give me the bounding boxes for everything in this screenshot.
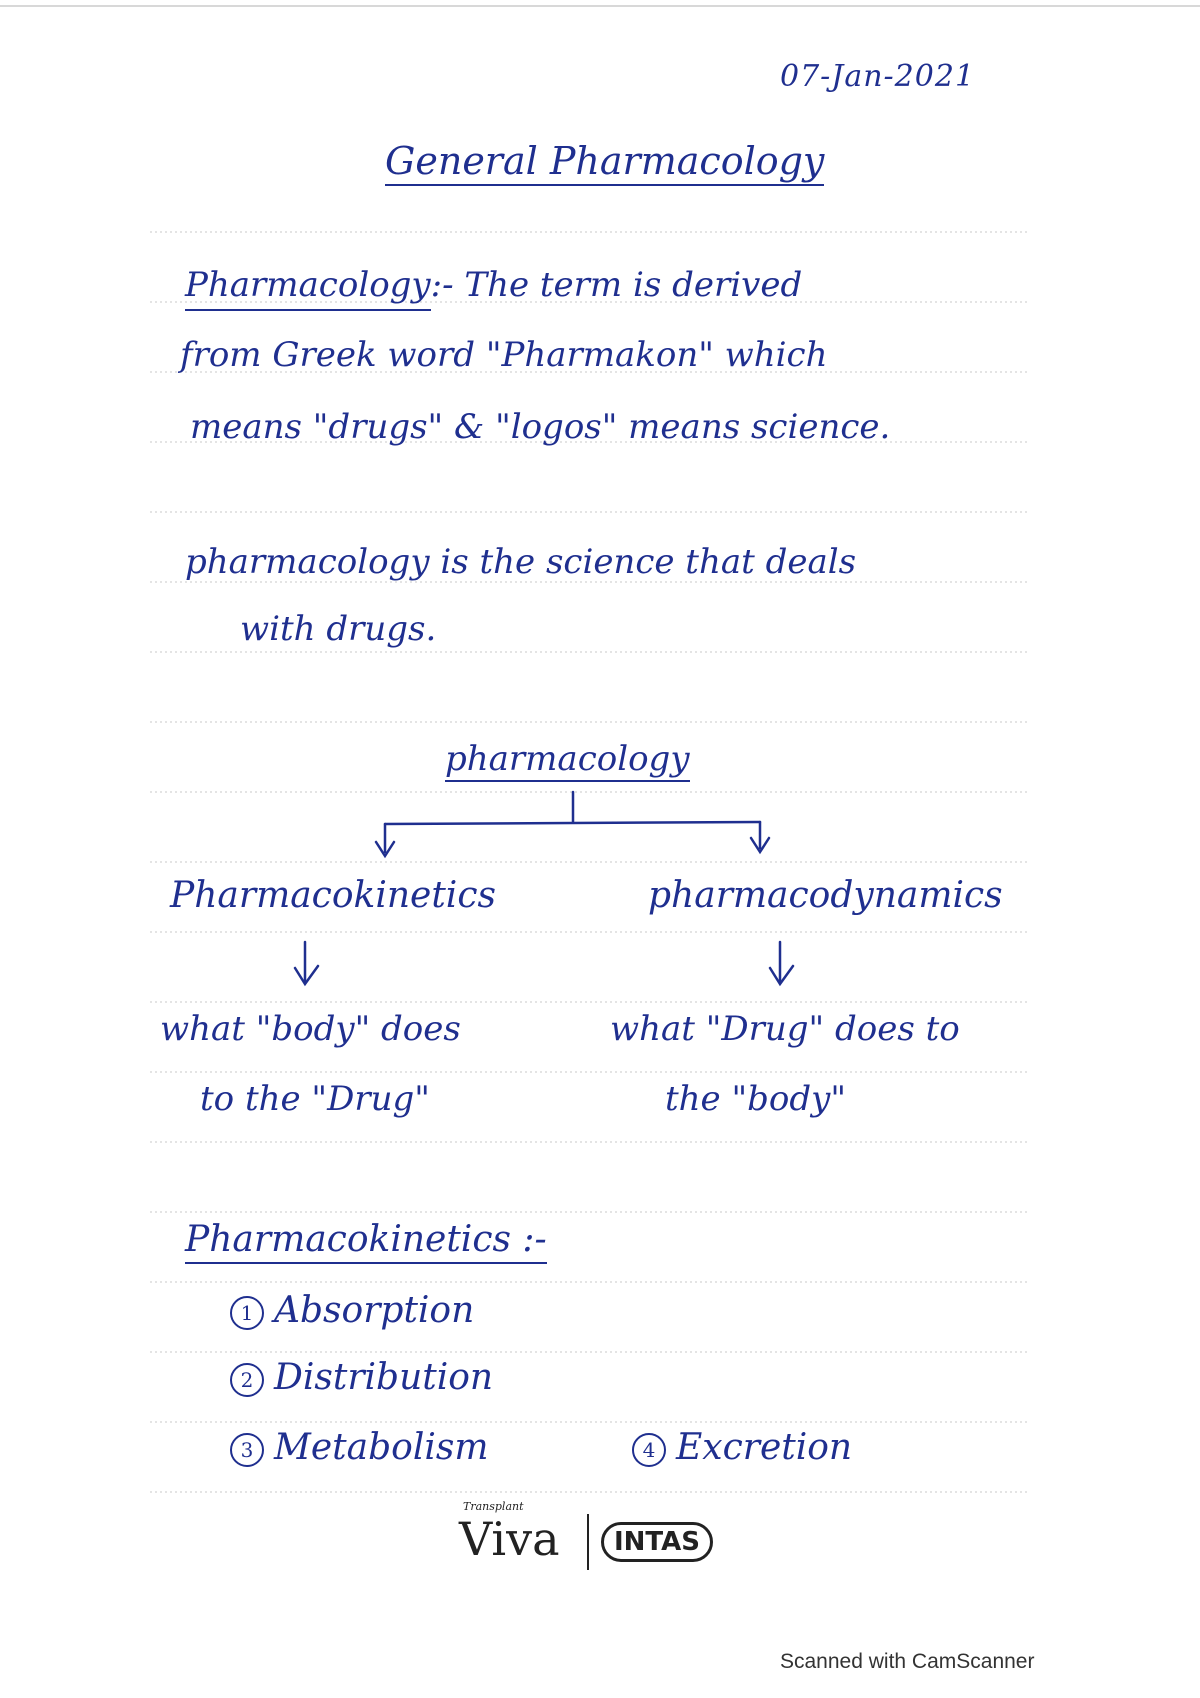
diagram-left-desc-line-1: what "body" does [160,1009,461,1049]
definition-line-3: means "drugs" & "logos" means science. [190,407,891,447]
scanner-watermark: Scanned with CamScanner [780,1650,1035,1673]
logo-divider [587,1514,589,1570]
logo-tagline: Transplant [463,1500,524,1513]
list-item [230,1427,489,1468]
list-item-label: Metabolism [274,1427,489,1468]
list-item-number: 4 [632,1433,666,1467]
diagram-left-desc-line-2: to the "Drug" [200,1079,430,1119]
list-item-number: 2 [230,1363,264,1397]
definition-line-1-rest: :- The term is derived [430,265,803,305]
definition-term: Pharmacology [185,265,431,311]
page-title: General Pharmacology [385,142,824,186]
pharmacokinetics-heading: Pharmacokinetics :- [185,1222,547,1264]
statement-line-1: pharmacology is the science that deals [185,542,857,582]
list-item [632,1427,853,1468]
logo-intas: INTAS [601,1522,713,1562]
note-date: 07-Jan-2021 [780,59,976,94]
list-item [230,1290,475,1331]
diagram-right-desc-line-1: what "Drug" does to [610,1009,960,1049]
diagram-right-desc-line-2: the "body" [665,1079,846,1119]
list-item [230,1357,494,1398]
list-item-label: Absorption [274,1290,475,1331]
diagram-left-title: Pharmacokinetics [170,875,496,916]
list-item-number: 1 [230,1296,264,1330]
list-item-label: Excretion [676,1427,853,1468]
logo-viva: Viva [459,1512,560,1566]
list-item-number: 3 [230,1433,264,1467]
diagram-root-label: pharmacology [445,742,690,782]
diagram-right-title: pharmacodynamics [648,875,1003,916]
statement-line-2: with drugs. [240,609,437,649]
list-item-label: Distribution [274,1357,494,1398]
definition-line-2: from Greek word "Pharmakon" which [180,335,828,375]
notebook-brand-logo [455,1500,715,1580]
